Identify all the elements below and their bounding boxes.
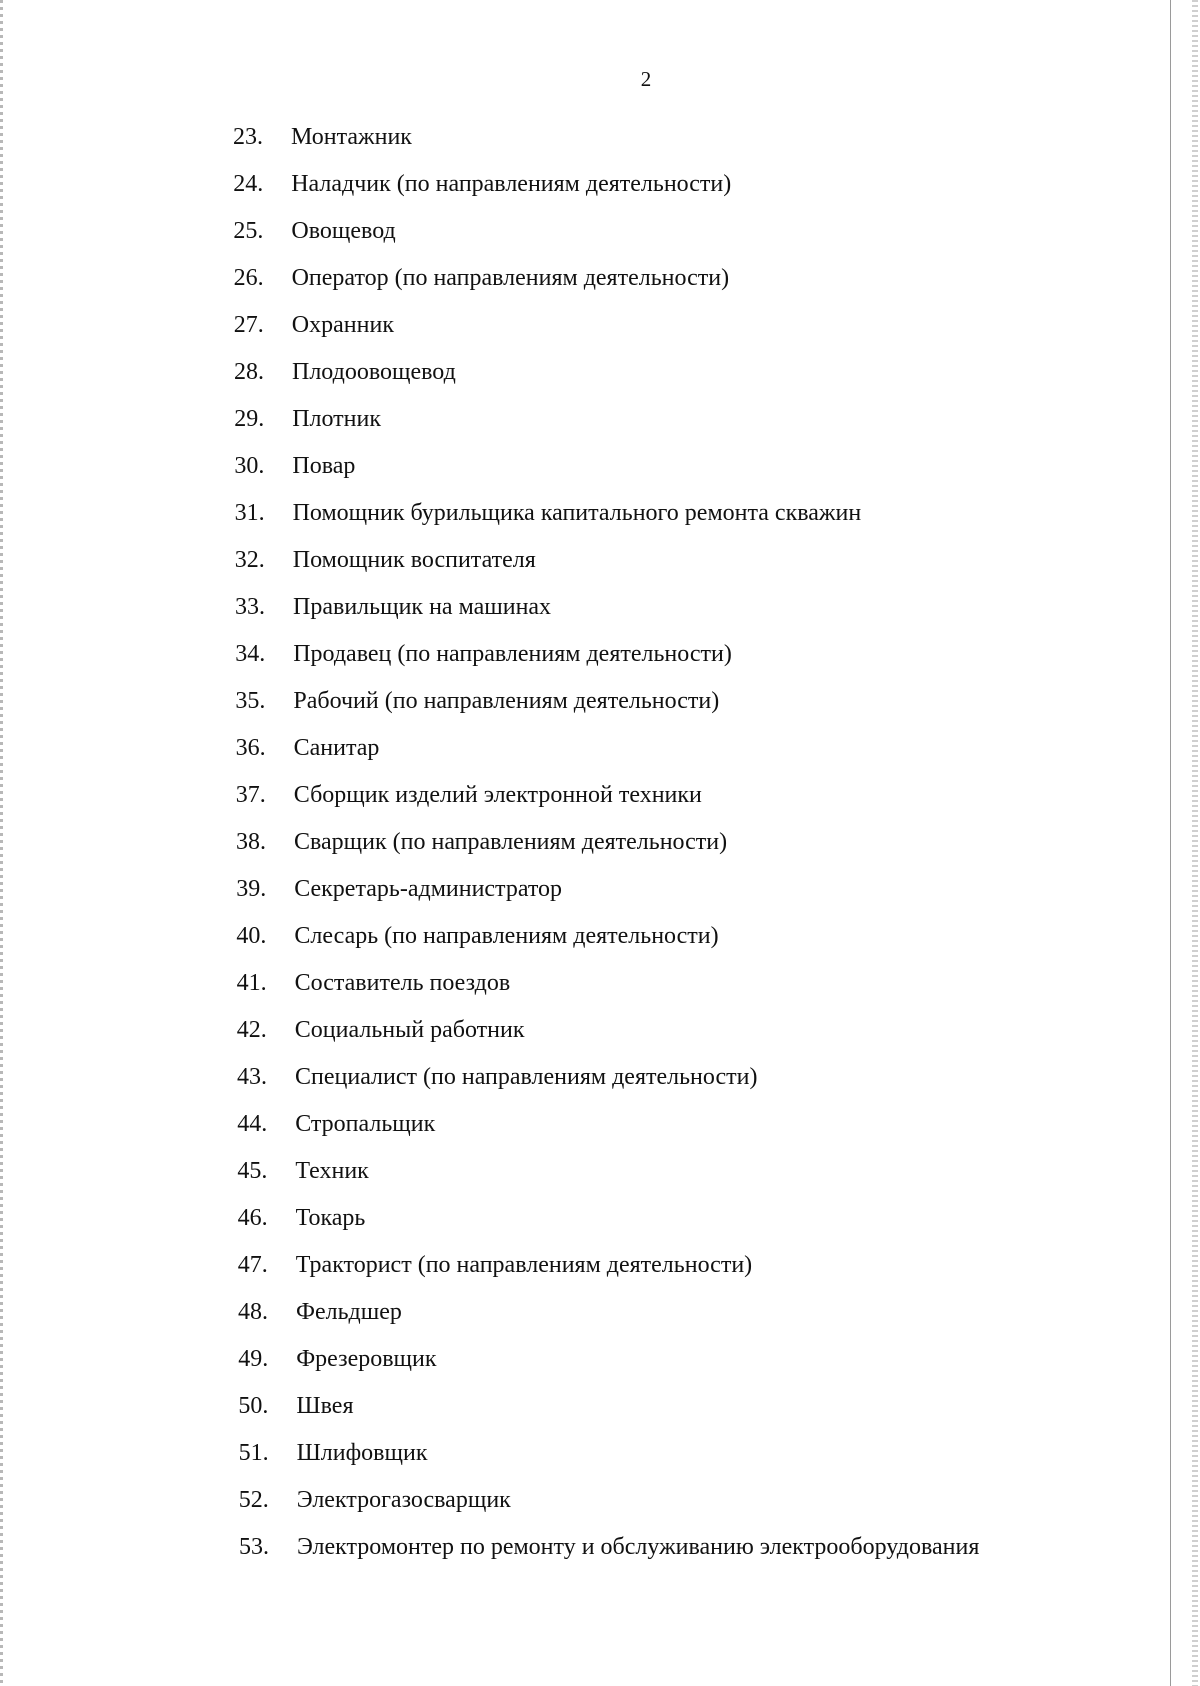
list-item-number: 44.	[237, 1111, 268, 1137]
list-item-text: Тракторист (по направлениям деятельности)	[295, 1252, 753, 1278]
list-item	[237, 1109, 435, 1139]
list-item	[234, 263, 729, 293]
list-item-number: 52.	[238, 1487, 269, 1513]
list-item	[236, 733, 380, 763]
list-item-number: 49.	[238, 1346, 269, 1372]
scan-right-edge-line	[1170, 0, 1171, 1686]
list-item-number: 35.	[235, 688, 266, 714]
list-item	[235, 686, 719, 716]
list-item-number: 32.	[234, 547, 265, 573]
list-item-text: Помощник бурильщика капитального ремонта скважин	[292, 500, 862, 526]
list-item	[236, 827, 727, 857]
list-item	[239, 1532, 979, 1562]
list-item	[235, 498, 862, 528]
list-item	[233, 122, 412, 152]
list-item-text: Шлифовщик	[296, 1440, 428, 1466]
list-item	[238, 1297, 402, 1327]
list-item	[238, 1391, 353, 1421]
list-item-text: Фрезеровщик	[296, 1346, 437, 1372]
list-item-text: Швея	[296, 1393, 354, 1419]
list-item-number: 39.	[236, 876, 267, 902]
list-item-text: Социальный работник	[294, 1017, 525, 1043]
list-item	[237, 1156, 368, 1186]
list-item	[239, 1485, 511, 1515]
scan-right-edge	[1192, 0, 1198, 1686]
list-item-text: Оператор (по направлениям деятельности)	[291, 265, 730, 291]
list-item-text: Электромонтер по ремонту и обслуживанию электрооборудования	[297, 1534, 980, 1560]
list-item-number: 28.	[234, 359, 264, 385]
list-item-number: 40.	[236, 923, 267, 949]
list-item-number: 51.	[238, 1440, 269, 1466]
list-item-text: Сварщик (по направлениям деятельности)	[294, 829, 728, 855]
list-item	[235, 592, 551, 622]
list-item	[233, 169, 731, 199]
list-item-number: 27.	[233, 312, 264, 338]
list-item-number: 31.	[234, 500, 265, 526]
list-item-text: Плотник	[292, 406, 382, 432]
list-item-number: 50.	[238, 1393, 269, 1419]
list-item-number: 41.	[236, 970, 267, 996]
list-item-text: Правильщик на машинах	[293, 594, 552, 620]
list-item	[234, 357, 456, 387]
list-item-text: Техник	[295, 1158, 369, 1184]
list-item	[235, 545, 536, 575]
list-item-text: Помощник воспитателя	[292, 547, 536, 573]
list-item-number: 47.	[237, 1252, 268, 1278]
list-item-text: Охранник	[291, 312, 394, 338]
list-item	[236, 780, 702, 810]
list-item-text: Овощевод	[291, 218, 396, 244]
list-item-number: 53.	[239, 1534, 269, 1560]
list-item-text: Повар	[292, 453, 356, 479]
list-item	[237, 1015, 525, 1045]
list-item-number: 37.	[235, 782, 266, 808]
list-item	[238, 1250, 752, 1280]
list-item-number: 48.	[238, 1299, 268, 1325]
list-item	[235, 639, 732, 669]
list-item	[237, 968, 511, 998]
list-item-number: 29.	[234, 406, 265, 432]
list-item-text: Специалист (по направлениям деятельности)	[295, 1064, 758, 1090]
list-item-text: Токарь	[295, 1205, 366, 1231]
list-item-number: 34.	[235, 641, 266, 667]
list-item-number: 30.	[234, 453, 265, 479]
list-item-text: Слесарь (по направлениям деятельности)	[294, 923, 719, 949]
list-item-text: Продавец (по направлениям деятельности)	[293, 641, 732, 667]
list-item	[236, 874, 562, 904]
list-item	[239, 1438, 428, 1468]
list-item-number: 42.	[236, 1017, 267, 1043]
list-item-number: 26.	[233, 265, 264, 291]
list-item-text: Стропальщик	[295, 1111, 436, 1137]
list-item-text: Рабочий (по направлениям деятельности)	[293, 688, 720, 714]
list-item-number: 43.	[237, 1064, 267, 1090]
list-item-text: Секретарь-администратор	[294, 876, 563, 902]
list-item-number: 36.	[235, 735, 266, 761]
list-item	[233, 216, 395, 246]
list-item-number: 45.	[237, 1158, 268, 1184]
list-item	[238, 1203, 366, 1233]
list-item-text: Сборщик изделий электронной техники	[293, 782, 702, 808]
list-item	[234, 451, 355, 481]
list-item-number: 23.	[233, 124, 263, 150]
list-item-text: Фельдшер	[296, 1299, 402, 1325]
list-item	[237, 1062, 757, 1092]
list-item-text: Составитель поездов	[294, 970, 511, 996]
list-item-number: 24.	[233, 171, 264, 197]
list-item	[238, 1344, 436, 1374]
list-item-text: Монтажник	[291, 124, 412, 150]
page-number: 2	[640, 67, 652, 91]
list-item-text: Санитар	[293, 735, 380, 761]
list-item-number: 38.	[236, 829, 266, 855]
list-item-number: 33.	[235, 594, 265, 620]
list-item-number: 46.	[237, 1205, 268, 1231]
list-item-text: Наладчик (по направлениям деятельности)	[291, 171, 732, 197]
list-item	[234, 310, 394, 340]
list-item-text: Электрогазосварщик	[296, 1487, 511, 1513]
list-item-text: Плодоовощевод	[292, 359, 456, 385]
list-item-number: 25.	[233, 218, 264, 244]
list-item	[236, 921, 718, 951]
list-item	[234, 404, 381, 434]
